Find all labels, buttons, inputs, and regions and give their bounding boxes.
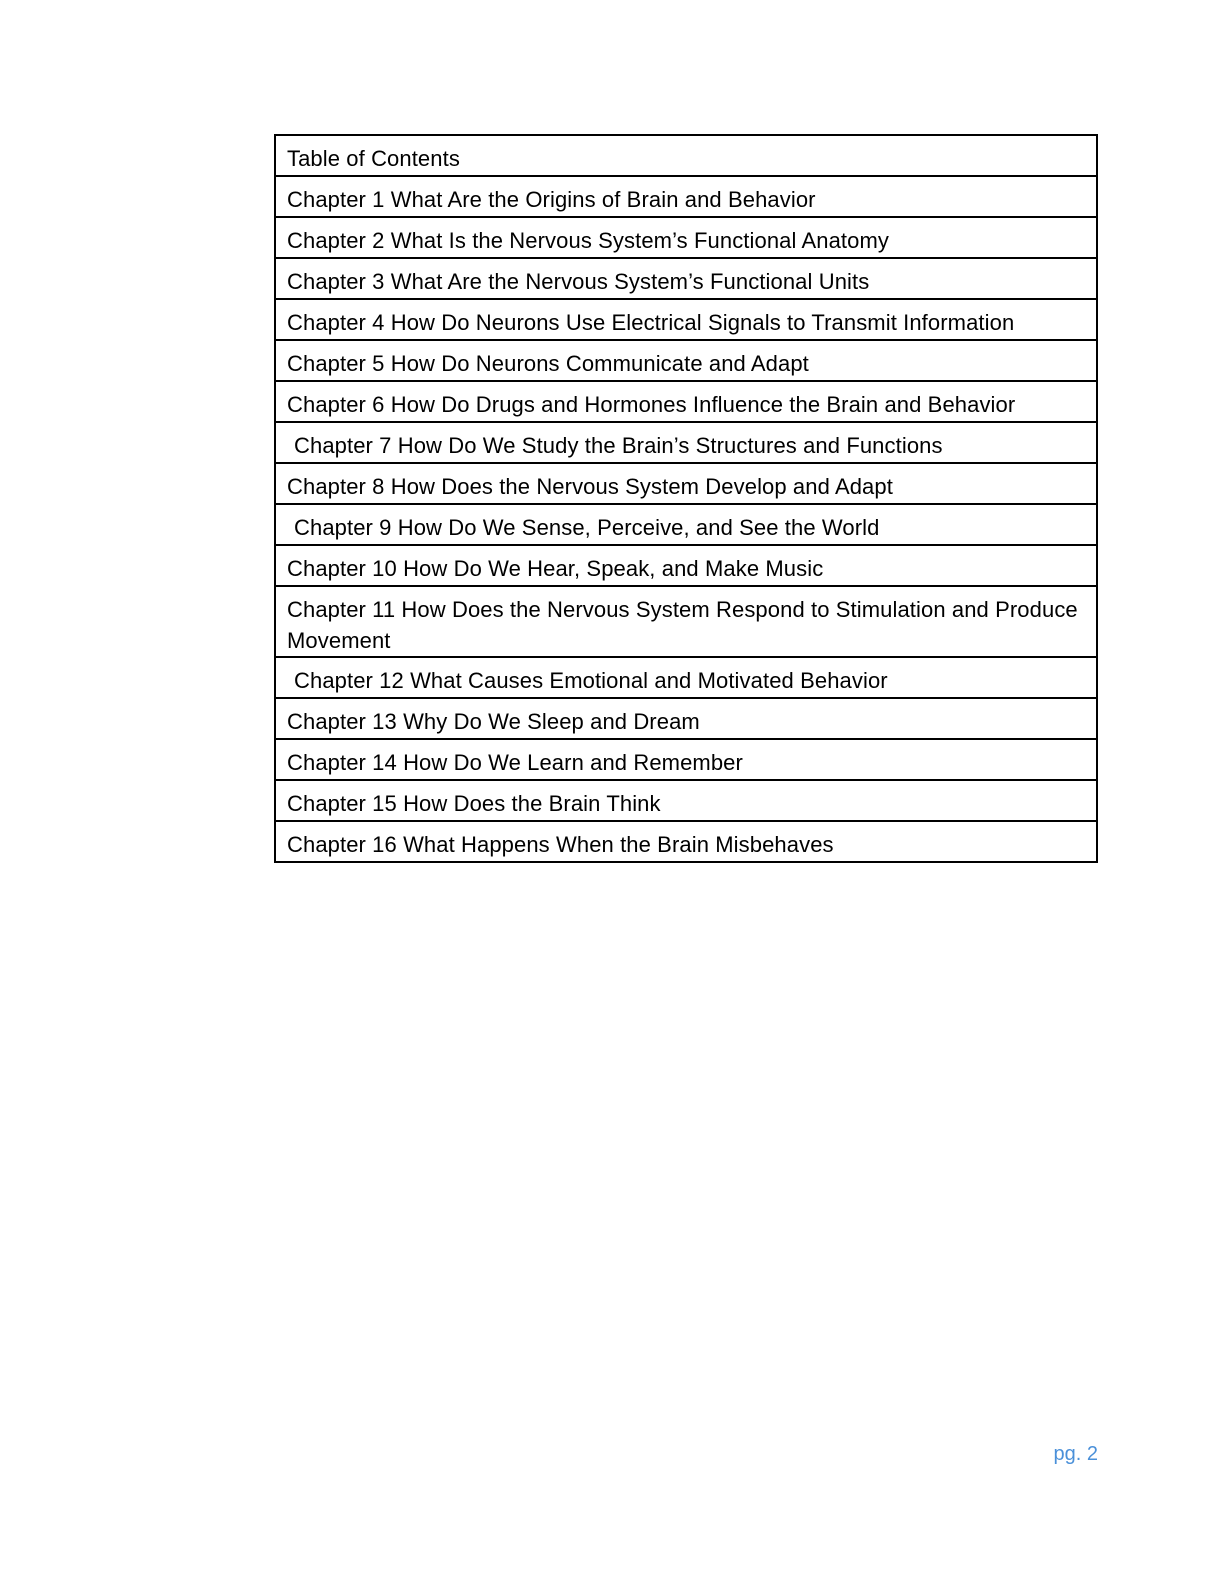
table-row xyxy=(275,217,1097,258)
table-row xyxy=(275,545,1097,586)
table-row xyxy=(275,258,1097,299)
chapter-entry: Chapter 14 How Do We Learn and Remember xyxy=(275,739,1097,780)
chapter-entry: Chapter 13 Why Do We Sleep and Dream xyxy=(275,698,1097,739)
table-row xyxy=(275,381,1097,422)
page-number: pg. 2 xyxy=(1053,1443,1098,1465)
table-row xyxy=(275,340,1097,381)
table-row xyxy=(275,299,1097,340)
chapter-entry: Chapter 9 How Do We Sense, Perceive, and See the World xyxy=(275,504,1097,545)
table-row xyxy=(275,821,1097,862)
chapter-entry: Chapter 12 What Causes Emotional and Motivated Behavior xyxy=(275,657,1097,698)
chapter-entry: Chapter 16 What Happens When the Brain Misbehaves xyxy=(275,821,1097,862)
chapter-entry: Chapter 15 How Does the Brain Think xyxy=(275,780,1097,821)
table-row xyxy=(275,780,1097,821)
table-row xyxy=(275,463,1097,504)
chapter-entry: Chapter 5 How Do Neurons Communicate and Adapt xyxy=(275,340,1097,381)
chapter-entry: Chapter 7 How Do We Study the Brain’s Structures and Functions xyxy=(275,422,1097,463)
chapter-entry: Chapter 1 What Are the Origins of Brain and Behavior xyxy=(275,176,1097,217)
chapter-entry: Chapter 11 How Does the Nervous System Respond to Stimulation and Produce Movement xyxy=(275,586,1097,657)
table-row xyxy=(275,586,1097,657)
table-row xyxy=(275,698,1097,739)
table-row xyxy=(275,739,1097,780)
chapter-entry: Chapter 10 How Do We Hear, Speak, and Make Music xyxy=(275,545,1097,586)
toc-heading-row xyxy=(275,135,1097,176)
chapter-entry: Chapter 8 How Does the Nervous System Develop and Adapt xyxy=(275,463,1097,504)
chapter-entry: Chapter 6 How Do Drugs and Hormones Influence the Brain and Behavior xyxy=(275,381,1097,422)
table-row xyxy=(275,422,1097,463)
chapter-entry: Chapter 2 What Is the Nervous System’s Functional Anatomy xyxy=(275,217,1097,258)
toc-heading: Table of Contents xyxy=(275,135,1097,176)
table-row xyxy=(275,657,1097,698)
chapter-entry: Chapter 4 How Do Neurons Use Electrical Signals to Transmit Information xyxy=(275,299,1097,340)
table-row xyxy=(275,504,1097,545)
table-of-contents xyxy=(274,134,1098,863)
table-row xyxy=(275,176,1097,217)
chapter-entry: Chapter 3 What Are the Nervous System’s Functional Units xyxy=(275,258,1097,299)
